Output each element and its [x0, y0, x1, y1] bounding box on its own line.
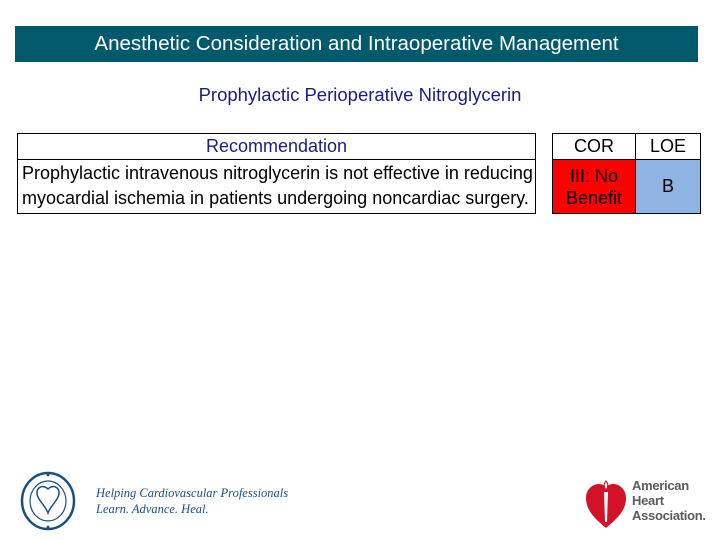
recommendation-text: Prophylactic intravenous nitroglycerin is not effective in reducing myocardial ischemia in patients undergoing noncardiac surgery.	[18, 160, 536, 214]
acc-logo	[20, 470, 288, 532]
cor-value	[553, 160, 636, 214]
column-gap	[536, 160, 553, 214]
aha-line3: Association.	[632, 508, 706, 523]
aha-line1: American	[632, 478, 689, 493]
cor-value-line2: Benefit	[565, 187, 623, 208]
recommendation-table	[17, 133, 701, 214]
table-header-row	[18, 134, 701, 160]
cor-value-line1: III: No	[569, 165, 618, 186]
slide-title: Anesthetic Consideration and Intraoperative Management	[94, 32, 619, 55]
loe-value: B	[636, 160, 701, 214]
recommendation-header: Recommendation	[18, 134, 536, 160]
acc-seal-icon	[20, 471, 76, 531]
acc-tagline-line1: Helping Cardiovascular Professionals	[96, 486, 289, 500]
loe-header: LOE	[636, 134, 701, 160]
cor-header: COR	[553, 134, 636, 160]
aha-line2: Heart	[632, 493, 664, 508]
acc-tagline	[96, 485, 288, 517]
acc-tagline-line2: Learn. Advance. Heal.	[96, 502, 209, 516]
aha-heart-torch-icon	[584, 478, 628, 532]
column-gap	[536, 134, 553, 160]
table-row	[18, 160, 701, 214]
aha-logo	[584, 478, 706, 532]
aha-wordmark	[632, 478, 706, 523]
slide-title-bar	[15, 26, 698, 62]
slide-subtitle: Prophylactic Perioperative Nitroglycerin	[198, 84, 522, 105]
